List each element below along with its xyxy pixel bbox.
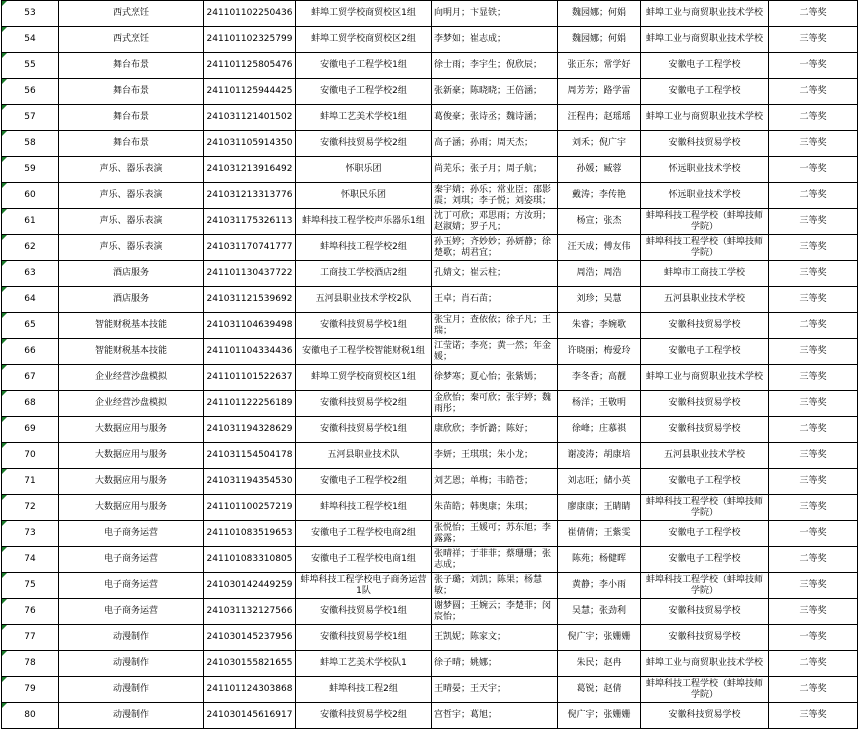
table-row [2,547,858,573]
row-number: 69 [2,417,59,443]
event-cell: 动漫制作 [59,651,204,677]
event-cell: 电子商务运营 [59,547,204,573]
team-name-cell: 安徽电子工程学校2组 [296,79,432,105]
award-cell: 三等奖 [769,27,858,53]
members-cell: 张晴祥；于菲菲；蔡珊珊；张志成； [432,547,558,573]
table-row [2,131,858,157]
award-cell: 一等奖 [769,625,858,651]
coach-cell: 李冬香；高靓 [558,365,641,391]
school-cell: 蚌埠工业与商贸职业技术学校 [641,27,769,53]
award-cell: 三等奖 [769,391,858,417]
row-number: 79 [2,677,59,703]
members-cell: 张新豪；陈晓晓；王倍涵； [432,79,558,105]
row-number: 65 [2,313,59,339]
members-cell: 刘艺恩；单梅；韦皓苍； [432,469,558,495]
event-cell: 舞台布景 [59,79,204,105]
award-cell: 一等奖 [769,521,858,547]
award-cell: 二等奖 [769,105,858,131]
team-id-cell: 241031105914350 [204,131,296,157]
members-cell: 康欣欣；李忻潞；陈好； [432,417,558,443]
team-id-cell: 241031194328629 [204,417,296,443]
coach-cell: 倪广宇；张姗姗 [558,625,641,651]
award-table [1,0,858,729]
event-cell: 声乐、器乐表演 [59,235,204,261]
members-cell: 徐士雨；李宇生；倪欣辰； [432,53,558,79]
school-cell: 五河县职业技术学校 [641,287,769,313]
award-cell: 三等奖 [769,573,858,599]
school-cell: 蚌埠科技工程学校（蚌埠技师学院） [641,495,769,521]
members-cell: 江莹诺；李亮；黄一然；年金媛； [432,339,558,365]
table-row [2,677,858,703]
team-id-cell: 241030145237956 [204,625,296,651]
coach-cell: 葛锐；赵倩 [558,677,641,703]
members-cell: 宫哲宇；葛旭； [432,703,558,729]
school-cell: 安徽科技贸易学校 [641,599,769,625]
coach-cell: 周浩；周浩 [558,261,641,287]
coach-cell: 吴慧；张劲利 [558,599,641,625]
team-id-cell: 241031194354530 [204,469,296,495]
award-cell: 二等奖 [769,313,858,339]
table-row [2,261,858,287]
award-cell: 三等奖 [769,339,858,365]
award-cell: 三等奖 [769,469,858,495]
school-cell: 蚌埠科技工程学校（蚌埠技师学院） [641,209,769,235]
event-cell: 电子商务运营 [59,521,204,547]
team-id-cell: 241030142449259 [204,573,296,599]
coach-cell: 周芳芳；路学雷 [558,79,641,105]
event-cell: 电子商务运营 [59,573,204,599]
team-id-cell: 241030145616917 [204,703,296,729]
event-cell: 企业经营沙盘模拟 [59,365,204,391]
team-name-cell: 怀职民乐团 [296,183,432,209]
table-row [2,27,858,53]
table-row [2,183,858,209]
members-cell: 金欣怡；秦可欣；张宇婷；魏雨彤； [432,391,558,417]
team-name-cell: 安徽电子工程学校智能财税1组 [296,339,432,365]
members-cell: 高子涵；孙雨；周天杰； [432,131,558,157]
school-cell: 安徽电子工程学校 [641,79,769,105]
coach-cell: 许晓丽；梅爱玲 [558,339,641,365]
award-cell: 二等奖 [769,417,858,443]
coach-cell: 刘珍；吴慧 [558,287,641,313]
table-row [2,703,858,729]
row-number: 58 [2,131,59,157]
award-cell: 三等奖 [769,365,858,391]
members-cell: 尚芜乐；张子月；周子航； [432,157,558,183]
award-cell: 二等奖 [769,677,858,703]
table-row [2,495,858,521]
table-row [2,287,858,313]
coach-cell: 刘志旺；储小英 [558,469,641,495]
award-cell: 三等奖 [769,131,858,157]
team-id-cell: 241031213313776 [204,183,296,209]
team-name-cell: 蚌埠科技工程2组 [296,677,432,703]
event-cell: 动漫制作 [59,625,204,651]
school-cell: 安徽科技贸易学校 [641,131,769,157]
event-cell: 大数据应用与服务 [59,495,204,521]
members-cell: 孙玉婷；齐妙妙；孙妍静；徐楚歌；胡君宜； [432,235,558,261]
row-number: 80 [2,703,59,729]
event-cell: 动漫制作 [59,703,204,729]
members-cell: 张子璐；刘凯；陈果；杨慧敏； [432,573,558,599]
table-row [2,313,858,339]
coach-cell: 朱睿；李婉歌 [558,313,641,339]
coach-cell: 张正东；常学好 [558,53,641,79]
award-cell: 三等奖 [769,287,858,313]
team-name-cell: 五河县职业技术学校2队 [296,287,432,313]
row-number: 56 [2,79,59,105]
coach-cell: 汪程冉；赵瑶瑶 [558,105,641,131]
members-cell: 王卓；肖石苗； [432,287,558,313]
members-cell: 秦宇婧；孙乐；常业臣；邵影震；刘琪；李子悦；刘姿琪； [432,183,558,209]
team-name-cell: 怀职乐团 [296,157,432,183]
team-id-cell: 241031154504178 [204,443,296,469]
team-id-cell: 241031121401502 [204,105,296,131]
award-cell: 二等奖 [769,183,858,209]
members-cell: 沈丁可欣；邓思雨；方汝玥；赵淑婧；罗子凡； [432,209,558,235]
event-cell: 大数据应用与服务 [59,417,204,443]
coach-cell: 刘禾；倪广宇 [558,131,641,157]
school-cell: 蚌埠科技工程学校（蚌埠技师学院） [641,235,769,261]
table-row [2,53,858,79]
event-cell: 西式烹饪 [59,27,204,53]
team-name-cell: 安徽科技贸易学校1组 [296,625,432,651]
school-cell: 安徽电子工程学校 [641,521,769,547]
event-cell: 声乐、器乐表演 [59,157,204,183]
row-number: 71 [2,469,59,495]
coach-cell: 陈苑；杨健晖 [558,547,641,573]
award-cell: 三等奖 [769,261,858,287]
school-cell: 怀远职业技术学校 [641,183,769,209]
team-name-cell: 蚌埠工艺美术学校队1 [296,651,432,677]
coach-cell: 朱民；赵冉 [558,651,641,677]
table-row [2,391,858,417]
team-name-cell: 安徽电子工程学校电商2组 [296,521,432,547]
members-cell: 徐梦寒；夏心怡；张紫嫣； [432,365,558,391]
team-id-cell: 241101122256189 [204,391,296,417]
table-row [2,1,858,27]
team-name-cell: 蚌埠科技工程学校电子商务运营1队 [296,573,432,599]
school-cell: 五河县职业技术学校 [641,443,769,469]
event-cell: 智能财税基本技能 [59,313,204,339]
row-number: 67 [2,365,59,391]
event-cell: 舞台布景 [59,131,204,157]
members-cell: 王凯妮；陈家文； [432,625,558,651]
table-row [2,599,858,625]
school-cell: 安徽电子工程学校 [641,339,769,365]
team-id-cell: 241031175326113 [204,209,296,235]
row-number: 68 [2,391,59,417]
row-number: 57 [2,105,59,131]
event-cell: 西式烹饪 [59,1,204,27]
coach-cell: 徐峰；庄慕祺 [558,417,641,443]
table-row [2,443,858,469]
table-row [2,573,858,599]
team-id-cell: 241101101522637 [204,365,296,391]
members-cell: 张宝月；查依依；徐子凡；王瑞； [432,313,558,339]
event-cell: 智能财税基本技能 [59,339,204,365]
school-cell: 蚌埠科技工程学校（蚌埠技师学院） [641,677,769,703]
table-row [2,105,858,131]
team-id-cell: 241031170741777 [204,235,296,261]
school-cell: 蚌埠科技工程学校（蚌埠技师学院） [641,573,769,599]
table-row [2,469,858,495]
row-number: 77 [2,625,59,651]
award-cell: 一等奖 [769,53,858,79]
row-number: 74 [2,547,59,573]
table-row [2,625,858,651]
award-cell: 二等奖 [769,651,858,677]
members-cell: 葛俊豪；张诗丞；魏诗涵； [432,105,558,131]
team-id-cell: 241101125805476 [204,53,296,79]
team-name-cell: 安徽科技贸易学校2组 [296,391,432,417]
school-cell: 蚌埠工业与商贸职业技术学校 [641,1,769,27]
team-name-cell: 蚌埠工贸学校商贸校区1组 [296,1,432,27]
award-cell: 一等奖 [769,157,858,183]
award-cell: 三等奖 [769,235,858,261]
members-cell: 徐子晴；姚娜； [432,651,558,677]
row-number: 54 [2,27,59,53]
event-cell: 酒店服务 [59,287,204,313]
event-cell: 企业经营沙盘模拟 [59,391,204,417]
members-cell: 李梦如；崔志成； [432,27,558,53]
team-id-cell: 241101104334436 [204,339,296,365]
coach-cell: 杨洋；王敬明 [558,391,641,417]
table-row [2,651,858,677]
coach-cell: 汪天成；傅友伟 [558,235,641,261]
row-number: 55 [2,53,59,79]
team-name-cell: 蚌埠工贸学校商贸校区1组 [296,365,432,391]
row-number: 70 [2,443,59,469]
event-cell: 舞台布景 [59,105,204,131]
team-id-cell: 241031104639498 [204,313,296,339]
row-number: 64 [2,287,59,313]
team-id-cell: 241101083519653 [204,521,296,547]
award-cell: 三等奖 [769,443,858,469]
coach-cell: 倪广宇；张姗姗 [558,703,641,729]
team-name-cell: 五河县职业技术队 [296,443,432,469]
members-cell: 孔婧文；崔云柱； [432,261,558,287]
coach-cell: 崔倩倩；王紫雯 [558,521,641,547]
team-name-cell: 安徽科技贸易学校2组 [296,703,432,729]
team-id-cell: 241031213916492 [204,157,296,183]
team-name-cell: 安徽电子工程学校2组 [296,469,432,495]
members-cell: 向明月；卞显铁； [432,1,558,27]
team-id-cell: 241031132127566 [204,599,296,625]
school-cell: 蚌埠工业与商贸职业技术学校 [641,365,769,391]
members-cell: 李妍；王琪琪；朱小龙； [432,443,558,469]
school-cell: 安徽电子工程学校 [641,547,769,573]
event-cell: 动漫制作 [59,677,204,703]
table-body [2,1,858,729]
row-number: 78 [2,651,59,677]
team-name-cell: 蚌埠科技工程学校1组 [296,495,432,521]
school-cell: 安徽科技贸易学校 [641,417,769,443]
members-cell: 王晴晏；王天宇； [432,677,558,703]
row-number: 62 [2,235,59,261]
row-number: 66 [2,339,59,365]
award-cell: 三等奖 [769,495,858,521]
team-name-cell: 安徽电子工程学校电商1组 [296,547,432,573]
school-cell: 安徽电子工程学校 [641,469,769,495]
coach-cell: 魏园娜；何娟 [558,27,641,53]
team-id-cell: 241101102325799 [204,27,296,53]
school-cell: 安徽科技贸易学校 [641,703,769,729]
award-cell: 三等奖 [769,209,858,235]
members-cell: 朱苗皓；韩奥康；朱琪； [432,495,558,521]
coach-cell: 孙媛；臧蓉 [558,157,641,183]
table-row [2,79,858,105]
event-cell: 声乐、器乐表演 [59,183,204,209]
coach-cell: 黄静；李小雨 [558,573,641,599]
event-cell: 大数据应用与服务 [59,469,204,495]
event-cell: 声乐、器乐表演 [59,209,204,235]
table-row [2,365,858,391]
school-cell: 安徽科技贸易学校 [641,391,769,417]
coach-cell: 杨宣；张杰 [558,209,641,235]
team-name-cell: 蚌埠科技工程学校声乐器乐1组 [296,209,432,235]
award-cell: 二等奖 [769,547,858,573]
event-cell: 酒店服务 [59,261,204,287]
team-id-cell: 241101130437722 [204,261,296,287]
row-number: 60 [2,183,59,209]
row-number: 76 [2,599,59,625]
table-row [2,157,858,183]
award-cell: 二等奖 [769,79,858,105]
coach-cell: 戴涛；李传艳 [558,183,641,209]
team-id-cell: 241031121539692 [204,287,296,313]
team-id-cell: 241101102250436 [204,1,296,27]
coach-cell: 魏园娜；何娟 [558,1,641,27]
row-number: 53 [2,1,59,27]
team-name-cell: 安徽电子工程学校1组 [296,53,432,79]
row-number: 72 [2,495,59,521]
event-cell: 大数据应用与服务 [59,443,204,469]
team-id-cell: 241101125944425 [204,79,296,105]
team-id-cell: 241101124303868 [204,677,296,703]
table-row [2,235,858,261]
row-number: 59 [2,157,59,183]
team-name-cell: 安徽科技贸易学校1组 [296,417,432,443]
team-name-cell: 蚌埠科技工程学校2组 [296,235,432,261]
coach-cell: 谢凌涛；胡康培 [558,443,641,469]
team-name-cell: 安徽科技贸易学校1组 [296,313,432,339]
school-cell: 安徽科技贸易学校 [641,313,769,339]
coach-cell: 廖康康；王睛睛 [558,495,641,521]
table-row [2,209,858,235]
school-cell: 蚌埠工业与商贸职业技术学校 [641,105,769,131]
school-cell: 安徽科技贸易学校 [641,625,769,651]
award-cell: 二等奖 [769,1,858,27]
school-cell: 蚌埠市工商技工学校 [641,261,769,287]
school-cell: 蚌埠工业与商贸职业技术学校 [641,651,769,677]
team-name-cell: 安徽科技贸易学校2组 [296,131,432,157]
team-name-cell: 安徽科技贸易学校1组 [296,599,432,625]
table-row [2,417,858,443]
award-cell: 三等奖 [769,599,858,625]
award-cell: 三等奖 [769,703,858,729]
team-id-cell: 241101083310805 [204,547,296,573]
team-id-cell: 241030155821655 [204,651,296,677]
team-name-cell: 工商技工学校酒店2组 [296,261,432,287]
row-number: 75 [2,573,59,599]
school-cell: 怀远职业技术学校 [641,157,769,183]
event-cell: 舞台布景 [59,53,204,79]
event-cell: 电子商务运营 [59,599,204,625]
row-number: 61 [2,209,59,235]
table-row [2,339,858,365]
team-id-cell: 241101100257219 [204,495,296,521]
row-number: 63 [2,261,59,287]
row-number: 73 [2,521,59,547]
team-name-cell: 蚌埠工艺美术学校1组 [296,105,432,131]
members-cell: 张悦怡；王媛可；苏东旭；李露露； [432,521,558,547]
members-cell: 谢梦圆；王婉云；李楚菲；闵宸怡； [432,599,558,625]
table-row [2,521,858,547]
team-name-cell: 蚌埠工贸学校商贸校区2组 [296,27,432,53]
school-cell: 安徽电子工程学校 [641,53,769,79]
